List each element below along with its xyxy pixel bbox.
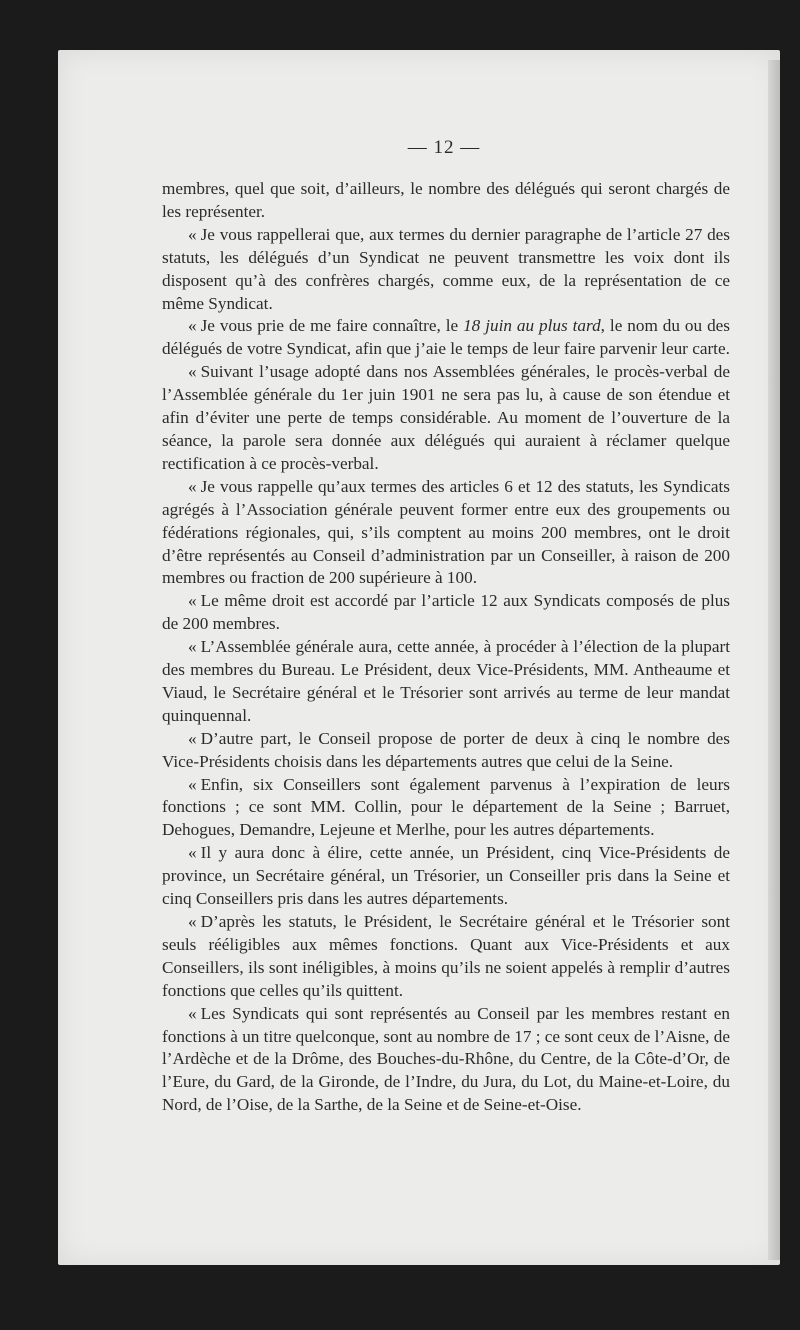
quote-mark: « xyxy=(188,476,197,496)
paragraph-3 xyxy=(162,315,730,361)
quote-mark: « xyxy=(188,774,197,794)
paragraph-text: Je vous rappelle qu’aux termes des articles 6 et 12 des statuts, les Syndicats agrégés à l’Association générale peuvent former entre eux des groupements ou fédérations régionales, qui, s’ils comptent au moins 200 membres, ont le droit d’être représentés au Conseil d’administration par un Conseiller, à raison de 200 membres ou fraction de 200 supérieure à 100. xyxy=(162,476,730,588)
paragraph-8 xyxy=(162,728,730,774)
paragraph-text: Les Syndicats qui sont représentés au Conseil par les membres restant en fonctions à un titre quelconque, sont au nombre de 17 ; ce sont ceux de l’Aisne, de l’Ardèche et de la Drôme, des Bouches-du-Rhône, du Centre, de la Côte-d’Or, de l’Eure, du Gard, de la Gironde, de l’Indre, du Jura, du Lot, du Maine-et-Loire, du Nord, de l’Oise, de la Sarthe, de la Seine et de Seine-et-Oise. xyxy=(162,1003,730,1115)
quote-mark: « xyxy=(188,362,197,382)
paragraph-12 xyxy=(162,1003,730,1118)
paragraph-7 xyxy=(162,636,730,728)
paragraph-text: L’Assemblée générale aura, cette année, à procéder à l’élection de la plupart des membres du Bureau. Le Président, deux Vice-Présidents, MM. Antheaume et Viaud, le Secrétaire général et le Trésorier sont arrivés au terme de leur mandat quinquennal. xyxy=(162,637,730,725)
paragraph-11 xyxy=(162,911,730,1003)
paragraph-text: Il y aura donc à élire, cette année, un Président, cinq Vice-Présidents de province, un Secrétaire général, un Trésorier, un Conseiller pris dans la Seine et cinq Conseillers pris dans les autres départements. xyxy=(162,843,730,909)
paragraph-text: Je vous rappellerai que, aux termes du dernier paragraphe de l’article 27 des statuts, les délégués d’un Syndicat ne peuvent transmettre les voix dont ils disposent qu’à des confrères chargés, comme eux, de la représentation de ce même Syndicat. xyxy=(162,224,730,313)
paragraph-text: D’après les statuts, le Président, le Secrétaire général et le Trésorier sont seuls rééligibles aux mêmes fonctions. Quant aux Vice-Présidents et aux Conseillers, ils sont inéligibles, à moins qu’ils ne soient appelés à remplir d’autres fonctions que celles qu’ils quittent. xyxy=(162,912,730,1000)
quote-mark: « xyxy=(188,316,197,336)
quote-mark: « xyxy=(188,591,197,611)
paragraph-text: Suivant l’usage adopté dans nos Assemblées générales, le procès-verbal de l’Assemblée générale du 1er juin 1901 ne sera pas lu, à cause de son étendue et afin d’éviter une perte de temps considérable. Au moment de l’ouverture de la séance, la parole sera donnée aux délégués qui auraient à réclamer quelque rectification à ce procès-verbal. xyxy=(162,362,730,473)
page-edge xyxy=(768,60,780,1260)
quote-mark: « xyxy=(188,637,197,657)
paragraph-text: membres, quel que soit, d’ailleurs, le nombre des délégués qui seront chargés de les représenter. xyxy=(162,179,730,221)
paragraph-4 xyxy=(162,361,730,476)
paragraph-5 xyxy=(162,476,730,591)
quote-mark: « xyxy=(188,224,197,244)
quote-mark: « xyxy=(188,728,197,748)
paragraph-text: , le nom du ou des délégués de votre Syndicat, afin que j’aie le temps de leur faire parvenir leur carte. xyxy=(162,316,730,359)
paragraph-text: Je vous prie de me faire connaître, le xyxy=(200,316,464,336)
paragraph-9 xyxy=(162,774,730,843)
paragraph-text: Enfin, six Conseillers sont également parvenus à l’expiration de leurs fonctions ; ce sont MM. Collin, pour le département de la Seine ; Barruet, Dehogues, Demandre, Lejeune et Merlhe, pour les autres départements. xyxy=(162,774,730,840)
page-number: — 12 — xyxy=(407,137,481,158)
paragraph-text: D’autre part, le Conseil propose de porter de deux à cinq le nombre des Vice-Présidents choisis dans les départements autres que celui de la Seine. xyxy=(162,728,730,771)
quote-mark: « xyxy=(188,843,197,863)
quote-mark: « xyxy=(188,1003,197,1023)
paragraph-10 xyxy=(162,842,730,911)
paragraph-2 xyxy=(162,224,730,316)
paragraph-6 xyxy=(162,590,730,636)
deadline-date: 18 juin au plus tard xyxy=(463,316,601,336)
quote-mark: « xyxy=(188,912,197,931)
paragraph-1 xyxy=(162,178,730,224)
paragraph-text: Le même droit est accordé par l’article 12 aux Syndicats composés de plus de 200 membres. xyxy=(162,591,730,634)
body-text xyxy=(162,178,730,1117)
